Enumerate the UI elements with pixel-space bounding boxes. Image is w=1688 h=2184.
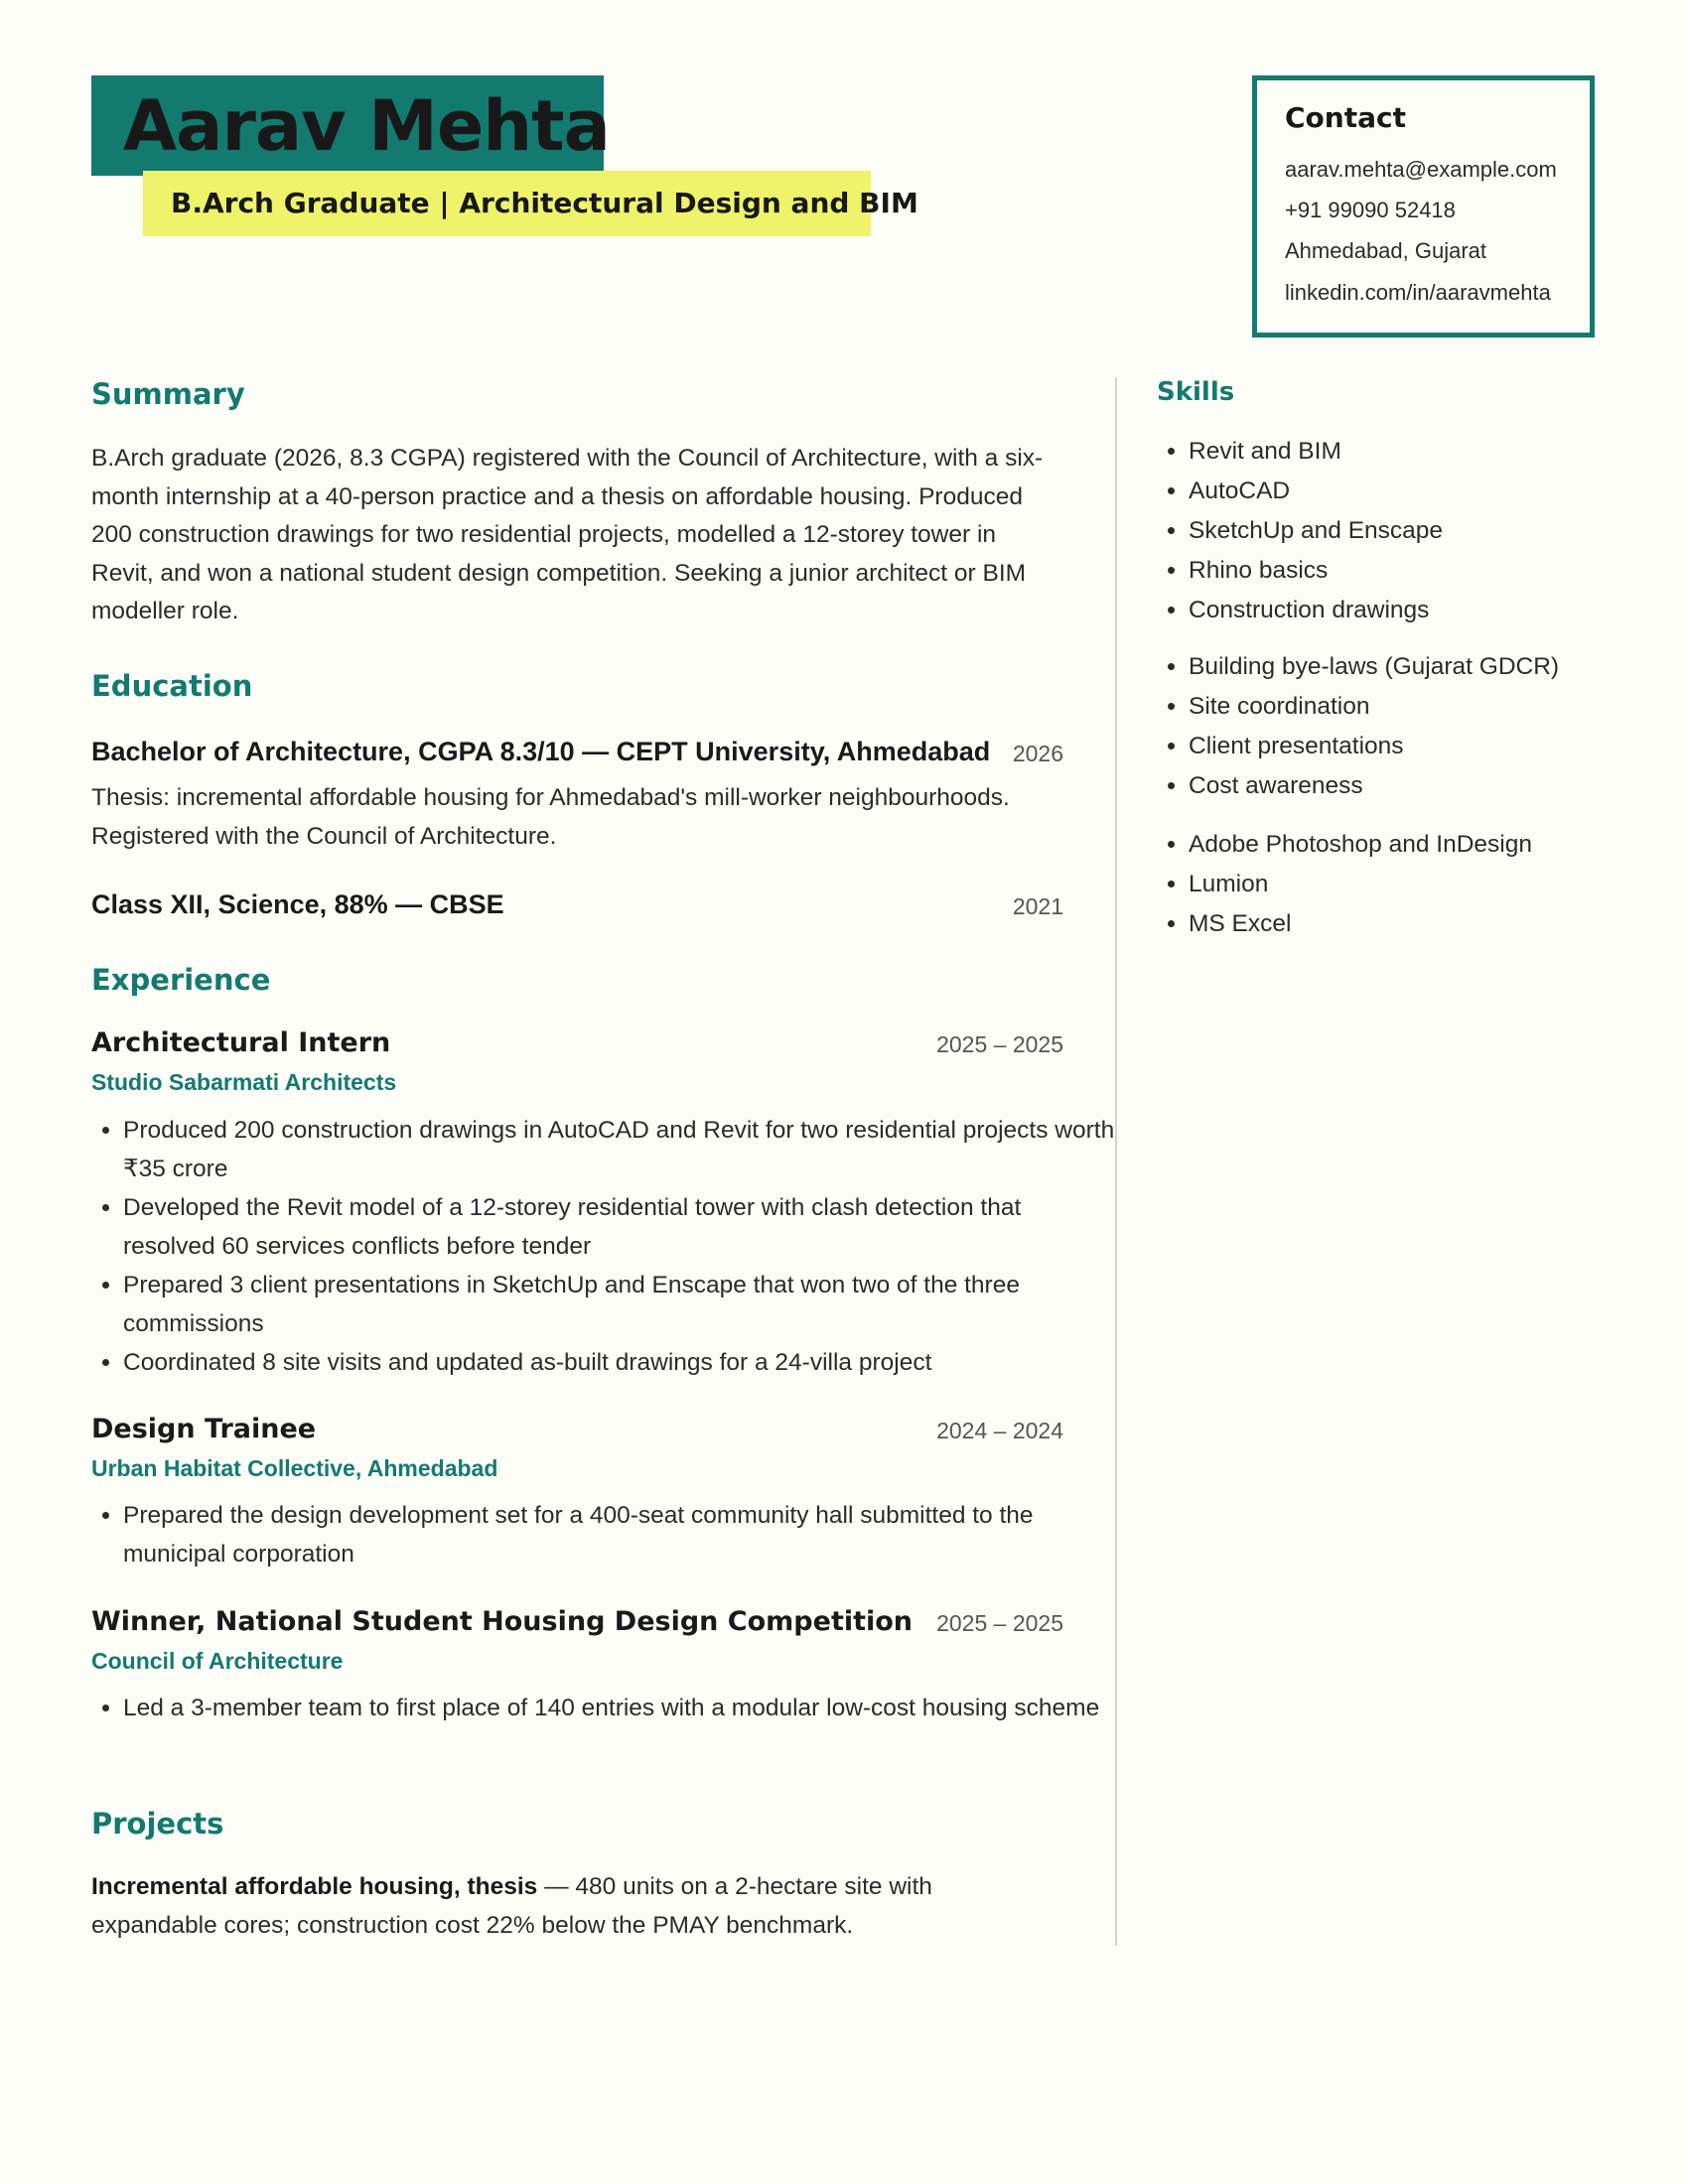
skill-item: • MS Excel	[1189, 904, 1625, 944]
education-details: Thesis: incremental affordable housing for Ahmedabad's mill-worker neighbourhoods. Registered with the Council of Architecture.	[91, 784, 1010, 850]
skill-item: • AutoCAD	[1189, 472, 1625, 511]
list-item: • Prepared the design development set for a 400-seat community hall submitted to the municipal corporation	[123, 1496, 1116, 1573]
contact-location: Ahmedabad, Gujarat	[1285, 238, 1487, 263]
education-date: 2021	[1012, 893, 1063, 919]
job-bullets	[91, 1496, 1116, 1573]
education-title: Bachelor of Architecture, CGPA 8.3/10 — CEPT University, Ahmedabad	[91, 737, 991, 766]
skill-item: • Rhino basics	[1189, 551, 1625, 591]
experience-heading: Experience	[91, 963, 271, 997]
skill-item: • Client presentations	[1189, 727, 1625, 766]
candidate-name: Aarav Mehta	[123, 85, 610, 167]
skill-item: • Lumion	[1189, 865, 1625, 904]
project-entry	[91, 1868, 1064, 1945]
list-item: • Coordinated 8 site visits and updated as-built drawings for a 24-villa project	[123, 1343, 1116, 1382]
contact-email[interactable]: aarav.mehta@example.com	[1285, 157, 1557, 182]
job-title: Winner, National Student Housing Design Competition	[91, 1606, 914, 1637]
skill-item: • SketchUp and Enscape	[1189, 511, 1625, 551]
skills-group	[1157, 432, 1625, 630]
skills-group	[1157, 825, 1625, 944]
contact-linkedin[interactable]: linkedin.com/in/aaravmehta	[1285, 280, 1551, 305]
education-title: Class XII, Science, 88% — CBSE	[91, 889, 504, 919]
skill-item: • Construction drawings	[1189, 591, 1625, 630]
summary-heading: Summary	[91, 377, 245, 411]
skill-item: • Building bye-laws (Gujarat GDCR)	[1189, 647, 1625, 687]
project-description: — 480 units on a 2-hectare site with expandable cores; construction cost 22% below the PMAY benchmark.	[91, 1873, 932, 1939]
skills-group	[1157, 647, 1625, 806]
job-bullets	[91, 1689, 1116, 1727]
summary-text: B.Arch graduate (2026, 8.3 CGPA) registered with the Council of Architecture, with a six-month internship at a 40-person practice and a thesis on affordable housing. Produced 200 construction drawings for two residential projects, modelled a 12-storey tower in Revit, and won a national student design competition. Seeking a junior architect or BIM modeller role.	[91, 445, 1044, 624]
job-dates: 2024 – 2024	[936, 1418, 1063, 1443]
education-heading: Education	[91, 669, 253, 703]
project-name: Incremental affordable housing, thesis	[91, 1873, 538, 1900]
skill-item: • Cost awareness	[1189, 766, 1625, 806]
job-dates: 2025 – 2025	[936, 1031, 1063, 1057]
job-dates: 2025 – 2025	[936, 1610, 1063, 1636]
skill-item: • Adobe Photoshop and InDesign	[1189, 825, 1625, 865]
education-date: 2026	[1012, 741, 1063, 766]
list-item: • Led a 3-member team to first place of 140 entries with a modular low-cost housing scheme	[123, 1689, 1116, 1727]
contact-phone[interactable]: +91 99090 52418	[1285, 198, 1456, 222]
job-title: Design Trainee	[91, 1414, 317, 1444]
job-organization: Council of Architecture	[91, 1648, 344, 1674]
job-title: Architectural Intern	[91, 1027, 391, 1058]
candidate-headline: B.Arch Graduate | Architectural Design and BIM	[171, 187, 918, 219]
job-bullets	[91, 1111, 1116, 1382]
skills-heading: Skills	[1157, 377, 1235, 407]
projects-heading: Projects	[91, 1807, 224, 1841]
job-organization: Urban Habitat Collective, Ahmedabad	[91, 1455, 498, 1481]
list-item: • Prepared 3 client presentations in SketchUp and Enscape that won two of the three commissions	[123, 1266, 1116, 1343]
skill-item: • Revit and BIM	[1189, 432, 1625, 472]
list-item: • Developed the Revit model of a 12-storey residential tower with clash detection that resolved 60 services conflicts before tender	[123, 1188, 1116, 1266]
job-organization: Studio Sabarmati Architects	[91, 1069, 397, 1095]
list-item: • Produced 200 construction drawings in AutoCAD and Revit for two residential projects worth ₹35 crore	[123, 1111, 1116, 1188]
contact-heading: Contact	[1285, 101, 1406, 134]
skill-item: • Site coordination	[1189, 687, 1625, 727]
